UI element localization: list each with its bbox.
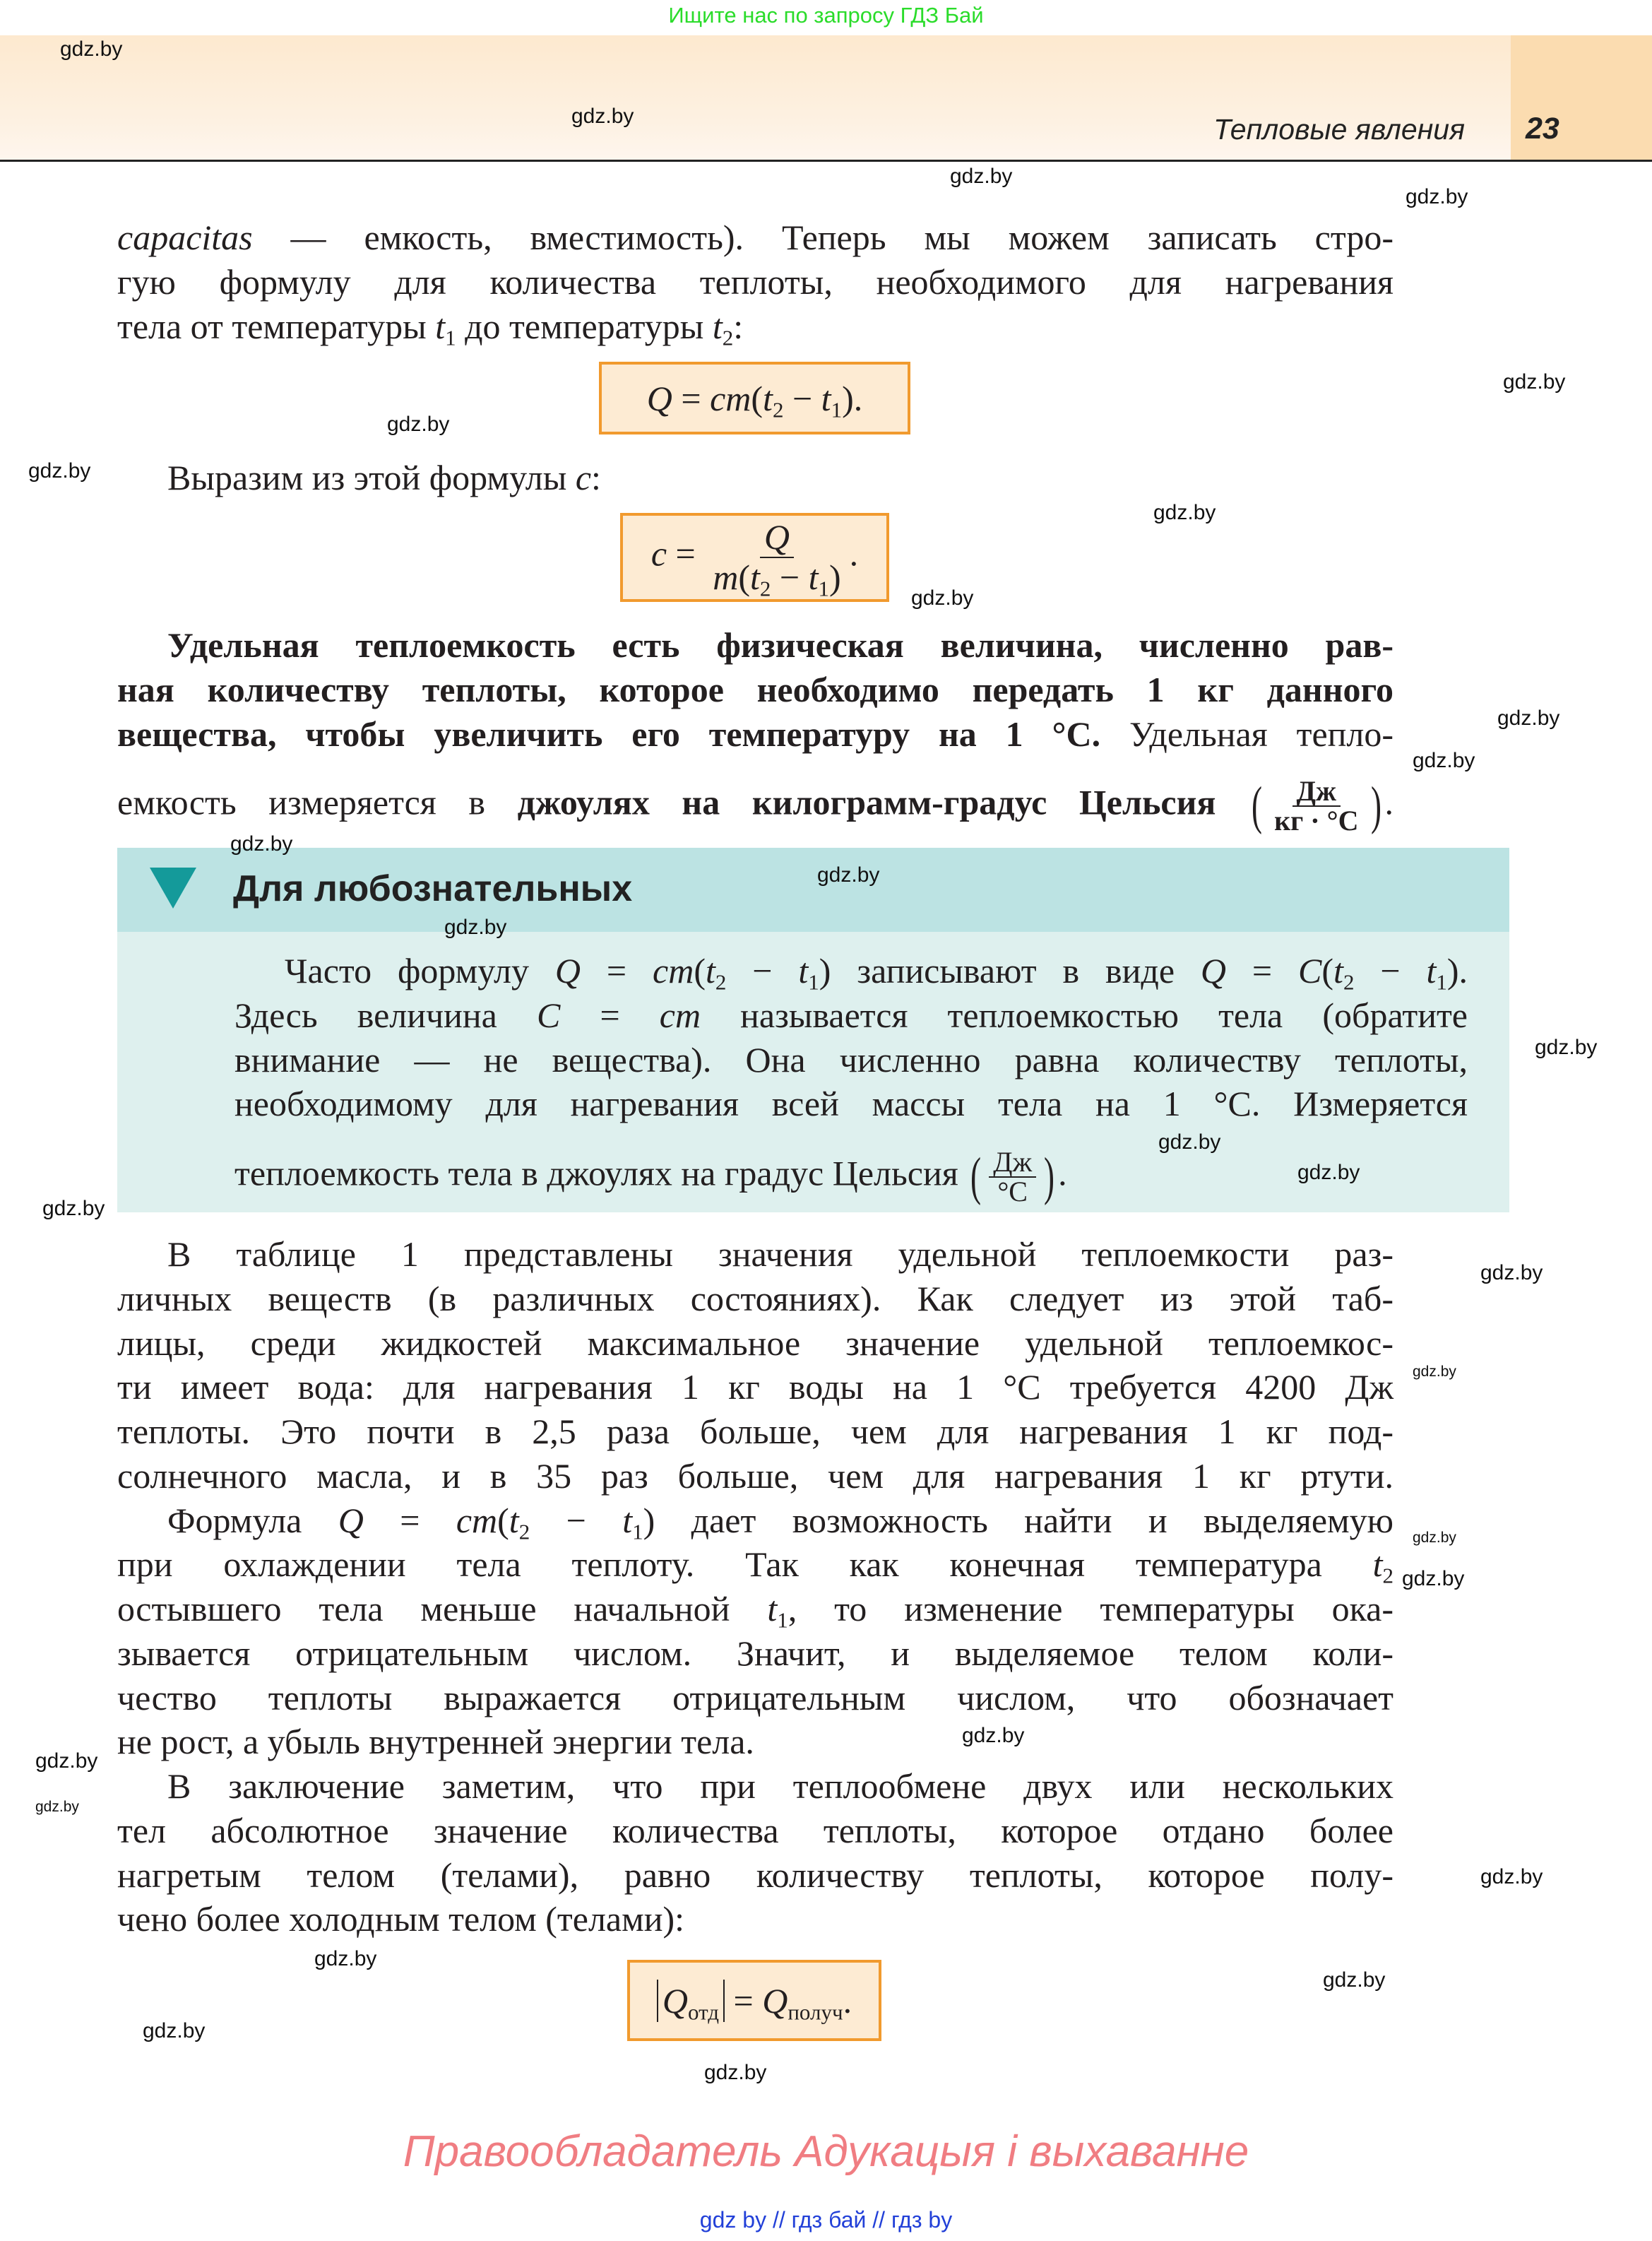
bold-text: Удельная теплоемкость есть физическая величина, численно рав- xyxy=(167,625,1393,665)
text-line xyxy=(117,668,1393,712)
bold-text: кг · °C xyxy=(1274,805,1359,836)
watermark: gdz.by xyxy=(1535,1036,1598,1059)
text-segment: = xyxy=(581,951,653,991)
formula xyxy=(646,378,863,422)
text-segment: до температуры xyxy=(456,306,713,346)
text-segment: называется теплоемкостью тела (обратите xyxy=(701,995,1468,1035)
text-segment: ) записывают в виде xyxy=(819,951,1201,991)
text-line xyxy=(117,1542,1393,1587)
text-segment: тела от температуры xyxy=(117,306,436,346)
text-segment: солнечного масла, и в 35 раз больше, чем для нагревания 1 кг ртути. xyxy=(117,1455,1393,1496)
math-variable: cm xyxy=(710,378,751,418)
fraction-numerator xyxy=(1293,777,1341,807)
page-number: 23 xyxy=(1526,112,1559,146)
text-line xyxy=(117,304,1393,349)
watermark: gdz.by xyxy=(387,413,450,436)
math-variable: Q xyxy=(554,951,581,991)
math-variable: capacitas xyxy=(117,218,253,257)
text-segment: . xyxy=(1058,1153,1067,1193)
text-line xyxy=(117,1897,1393,1941)
text-line xyxy=(117,1409,1393,1454)
text-line xyxy=(234,1038,1468,1082)
math-variable: Q xyxy=(763,517,790,557)
fraction xyxy=(989,1148,1036,1206)
text-segment: ( xyxy=(497,1500,509,1540)
watermark: gdz.by xyxy=(143,2019,206,2042)
text-segment: — емкость, вместимость). Теперь мы можем записать стро- xyxy=(252,218,1393,257)
text-line xyxy=(117,260,1393,304)
text-segment: личных веществ (в различных состояниях). Как следует из этой таб- xyxy=(117,1278,1393,1318)
watermark: gdz.by xyxy=(1413,1364,1456,1380)
text-segment: остывшего тела меньше начальной xyxy=(117,1589,768,1628)
watermark: gdz.by xyxy=(35,1799,79,1815)
text-segment: В таблице 1 представлены значения удельной теплоемкости раз- xyxy=(167,1234,1393,1274)
subscript: 2 xyxy=(759,576,771,601)
text-line: емкость измеряется в джоулях на килограмм-градус Цельсия ( $\frac{Дж}{кг \cdot ^\circ C}$ ). xyxy=(117,775,1393,836)
text-segment: гую формулу для количества теплоты, необходимого для нагревания xyxy=(117,261,1393,302)
subscript: получ xyxy=(788,1999,843,2024)
text-segment: − xyxy=(783,378,821,418)
watermark: gdz.by xyxy=(1297,1161,1360,1184)
text-segment: = xyxy=(667,533,705,574)
text-line xyxy=(117,1365,1393,1409)
watermark: gdz.by xyxy=(704,2061,767,2084)
subscript: 2 xyxy=(722,324,734,350)
text-line xyxy=(117,1720,1393,1764)
math-variable: t xyxy=(821,378,831,418)
text-line xyxy=(117,1498,1393,1543)
text-line xyxy=(117,1454,1393,1498)
text-segment: ( xyxy=(694,951,706,991)
text-line xyxy=(117,1853,1393,1898)
text-segment: Удельная тепло- xyxy=(1100,714,1393,754)
formula-box-heat xyxy=(599,362,910,434)
math-variable: t xyxy=(798,951,809,991)
math-variable: t xyxy=(1333,951,1343,991)
text-line xyxy=(117,1676,1393,1720)
text-segment: = xyxy=(363,1500,456,1540)
triangle-marker-icon xyxy=(150,868,196,909)
math-variable: Q xyxy=(646,378,672,418)
fraction xyxy=(708,517,845,601)
text-segment: Дж xyxy=(993,1146,1033,1178)
paragraph-definition-units xyxy=(117,775,1393,836)
text-segment: чено более холодным телом (телами): xyxy=(117,1899,685,1939)
math-variable: t xyxy=(1372,1544,1383,1585)
math-variable: m xyxy=(713,557,739,597)
text-segment: = xyxy=(725,1980,763,2021)
text-segment: Формула xyxy=(167,1500,338,1540)
text-segment: ти имеет вода: для нагревания 1 кг воды на 1 °C требуется 4200 Дж xyxy=(117,1367,1393,1407)
text-segment: . xyxy=(849,533,859,574)
fraction xyxy=(1270,777,1362,835)
text-segment: . xyxy=(1384,782,1393,822)
text-segment: ). xyxy=(1446,951,1468,991)
info-box-title: Для любознательных xyxy=(233,868,633,909)
text-segment: ( xyxy=(751,378,763,418)
text-line xyxy=(117,623,1393,668)
subscript: 1 xyxy=(445,324,456,350)
formula xyxy=(657,1980,852,2022)
watermark: gdz.by xyxy=(42,1197,105,1220)
text-line xyxy=(234,1082,1468,1126)
math-variable: t xyxy=(712,306,723,346)
math-variable: Q xyxy=(762,1980,788,2021)
paragraph-heat-formula-intro xyxy=(117,215,1393,348)
text-line xyxy=(117,1764,1393,1809)
text-line: теплоемкость тела в джоулях на градус Цельсия ( $\frac{Дж}{^\circ C}$ ). xyxy=(234,1146,1067,1207)
fraction-denominator xyxy=(708,557,845,601)
text-segment: ). xyxy=(842,378,863,418)
subscript: 1 xyxy=(632,1518,643,1544)
text-segment: = xyxy=(1226,951,1299,991)
main-text xyxy=(117,1232,1393,1941)
watermark: gdz.by xyxy=(1497,706,1560,730)
math-variable: Q xyxy=(662,1980,689,2021)
fraction-numerator xyxy=(989,1148,1036,1178)
watermark: gdz.by xyxy=(1153,501,1216,524)
watermark: gdz.by xyxy=(962,1724,1025,1747)
math-variable: t xyxy=(750,557,760,597)
fraction-denominator xyxy=(993,1178,1032,1206)
subscript: 1 xyxy=(818,576,830,601)
subscript: 2 xyxy=(1343,969,1355,995)
paragraph-express-c xyxy=(117,456,1393,500)
math-variable: t xyxy=(705,951,715,991)
math-variable: t xyxy=(435,306,446,346)
math-variable: t xyxy=(808,557,819,597)
math-variable: t xyxy=(1426,951,1437,991)
math-variable: c xyxy=(650,533,667,574)
math-variable: cm xyxy=(456,1500,498,1540)
bold-text: джоулях на килограмм-градус Цельсия xyxy=(517,782,1249,822)
watermark: gdz.by xyxy=(1480,1261,1543,1284)
fraction-denominator xyxy=(1270,807,1362,835)
watermark: gdz.by xyxy=(950,165,1013,188)
text-segment: чество теплоты выражается отрицательным числом, что обозначает xyxy=(117,1677,1393,1717)
watermark: gdz.by xyxy=(1402,1567,1465,1590)
fraction-numerator xyxy=(760,518,794,558)
text-line xyxy=(117,1321,1393,1366)
watermark: gdz.by xyxy=(1323,1968,1386,1992)
watermark: gdz.by xyxy=(28,459,91,483)
text-segment: ( xyxy=(738,557,750,597)
section-title: Тепловые явления xyxy=(1213,113,1465,146)
subscript: 2 xyxy=(1382,1563,1393,1588)
watermark: gdz.by xyxy=(230,832,293,856)
watermark: gdz.by xyxy=(1480,1865,1543,1888)
text-segment: Часто формулу xyxy=(285,951,555,991)
math-variable: t xyxy=(622,1500,633,1540)
bold-text: вещества, чтобы увеличить его температуру на 1 °C. xyxy=(117,714,1101,754)
subscript: 2 xyxy=(715,969,727,995)
watermark: gdz.by xyxy=(1503,370,1566,394)
math-variable: c xyxy=(575,458,592,497)
watermark: gdz.by xyxy=(817,863,880,887)
info-box-text xyxy=(234,949,1468,1126)
text-segment: °C xyxy=(997,1176,1028,1207)
footer-links[interactable]: gdz by // гдз бай // гдз by xyxy=(699,2207,953,2233)
watermark: gdz.by xyxy=(1413,749,1475,772)
text-segment: ) xyxy=(829,557,841,597)
text-line xyxy=(234,949,1468,993)
math-variable: t xyxy=(509,1500,519,1540)
text-segment: при охлаждении тела теплоту. Так как конечная температура xyxy=(117,1544,1373,1585)
text-segment: зывается отрицательным числом. Значит, и выделяемое телом коли- xyxy=(117,1633,1393,1673)
watermark: gdz.by xyxy=(35,1749,98,1773)
text-segment: лицы, среди жидкостей максимальное значение удельной теплоемкос- xyxy=(117,1323,1393,1363)
watermark: gdz.by xyxy=(314,1947,377,1970)
text-segment: теплоемкость тела в джоулях на градус Цельсия xyxy=(234,1153,968,1193)
text-line xyxy=(117,712,1393,757)
math-variable: Q xyxy=(338,1500,364,1540)
text-segment: внимание — не вещества). Она численно равна количеству теплоты, xyxy=(234,1039,1468,1080)
text-line xyxy=(117,1587,1393,1631)
text-segment: теплоты. Это почти в 2,5 раза больше, чем для нагревания 1 кг под- xyxy=(117,1412,1393,1451)
bold-text: Дж xyxy=(1296,775,1337,807)
subscript: 1 xyxy=(808,969,819,995)
math-variable: cm xyxy=(659,995,701,1035)
text-segment: Здесь величина xyxy=(234,995,537,1035)
text-segment: = xyxy=(560,995,660,1035)
text-segment: ( xyxy=(1321,951,1334,991)
watermark: gdz.by xyxy=(60,37,123,61)
absolute-value xyxy=(657,1980,725,2022)
subscript: 1 xyxy=(1436,969,1447,995)
text-segment: тел абсолютное значение количества теплоты, которое отдано более xyxy=(117,1810,1393,1850)
watermark: gdz.by xyxy=(1158,1130,1221,1154)
copyright-notice: Правообладатель Адукацыя і выхаванне xyxy=(403,2127,1249,2176)
watermark: gdz.by xyxy=(1406,185,1468,208)
text-segment: необходимому для нагревания всей массы тела на 1 °C. Измеряется xyxy=(234,1084,1468,1124)
formula-box-heat-balance xyxy=(627,1960,881,2041)
watermark: gdz.by xyxy=(1413,1530,1456,1546)
text-line xyxy=(117,215,1393,260)
text-line xyxy=(117,456,1393,500)
text-line xyxy=(117,1277,1393,1321)
text-segment: нагретым телом (телами), равно количеству теплоты, которое полу- xyxy=(117,1855,1393,1895)
math-variable: Q xyxy=(1200,951,1227,991)
subscript: 2 xyxy=(772,396,784,422)
watermark: gdz.by xyxy=(911,586,974,610)
text-segment: − xyxy=(771,557,809,597)
formula xyxy=(650,517,859,601)
text-segment: − xyxy=(1354,951,1427,991)
text-segment: = xyxy=(672,378,711,418)
math-variable: t xyxy=(763,378,773,418)
text-segment: . xyxy=(843,1980,852,2021)
text-line xyxy=(117,1232,1393,1277)
text-line xyxy=(117,1809,1393,1853)
bold-text: ная количеству теплоты, которое необходимо передать 1 кг данного xyxy=(117,669,1393,709)
text-segment: ) дает возможность найти и выделяемую xyxy=(643,1500,1394,1540)
paragraph-definition xyxy=(117,623,1393,756)
text-segment: емкость измеряется в xyxy=(117,782,518,822)
math-variable: cm xyxy=(653,951,694,991)
formula-box-specific-heat xyxy=(620,513,889,602)
info-box-text-units xyxy=(234,1146,1468,1207)
subscript: 1 xyxy=(831,396,843,422)
text-segment: Выразим из этой формулы xyxy=(167,458,576,497)
subscript: 1 xyxy=(777,1607,788,1633)
header-divider xyxy=(0,160,1652,162)
text-segment: : xyxy=(733,306,744,346)
subscript: 2 xyxy=(518,1518,530,1544)
text-line xyxy=(234,993,1468,1038)
subscript: отд xyxy=(688,1999,720,2024)
math-variable: t xyxy=(767,1589,778,1628)
math-variable: C xyxy=(536,995,561,1035)
text-segment: − xyxy=(726,951,799,991)
watermark: gdz.by xyxy=(571,105,634,128)
text-segment: − xyxy=(530,1500,623,1540)
text-line xyxy=(117,1631,1393,1676)
text-segment: : xyxy=(591,458,601,497)
math-variable: C xyxy=(1298,951,1322,991)
text-segment: В заключение заметим, что при теплообмене двух или нескольких xyxy=(167,1766,1393,1806)
text-segment: , то изменение температуры ока- xyxy=(788,1589,1393,1628)
text-segment: не рост, а убыль внутренней энергии тела. xyxy=(117,1722,754,1762)
watermark: gdz.by xyxy=(444,916,507,939)
search-hint-banner: Ищите нас по запросу ГДЗ Бай xyxy=(668,3,984,28)
